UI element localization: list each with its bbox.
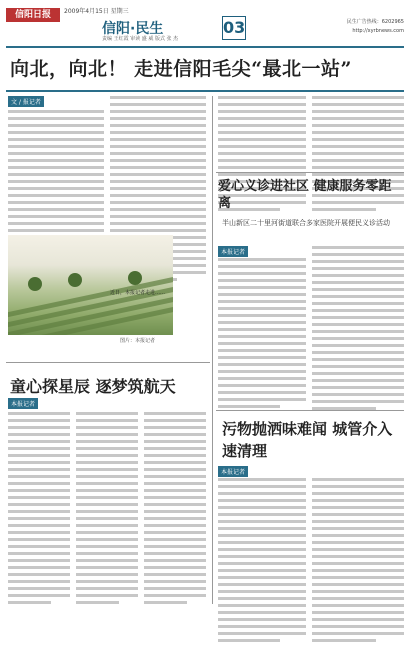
main-headline-box bbox=[6, 54, 406, 86]
photo-credit: 图片：本报记者 bbox=[120, 338, 156, 344]
bottom-right-story-title[interactable]: 污物抛洒味难闻 城管介入速清理 bbox=[222, 420, 393, 460]
tea-garden-photo bbox=[8, 235, 173, 335]
story-divider-right-bottom bbox=[216, 410, 404, 411]
bottom-right-author-tag: 本报记者 bbox=[218, 466, 248, 477]
editors-line: 责编 王红霞 审读 盛 威 版式 张 杰 bbox=[102, 36, 179, 42]
right-story-subtitle: 半山新区二十里河街道联合多家医院开展便民义诊活动 bbox=[222, 219, 390, 227]
bottom-right-column-2 bbox=[312, 478, 404, 646]
main-headline[interactable]: 向北，向北！ 走进信阳毛尖“最北一站” bbox=[10, 58, 352, 80]
newspaper-logo: 信阳日报 bbox=[6, 8, 60, 22]
right-story-column-1 bbox=[218, 258, 306, 412]
photo-caption: 近日，本报记者走进…… bbox=[110, 290, 166, 296]
story-divider-left-bottom bbox=[6, 362, 210, 363]
right-story-column-2 bbox=[312, 246, 404, 414]
bottom-left-column-2 bbox=[76, 412, 138, 608]
story-divider-right-top bbox=[216, 172, 404, 173]
column-divider bbox=[212, 96, 213, 604]
ad-hotline: 民生广告热线：6202965 bbox=[346, 19, 404, 25]
bottom-left-column-1 bbox=[8, 412, 70, 608]
section-title: 信阳·民生 bbox=[102, 21, 164, 37]
main-story-author-tag: 文 / 报记者 bbox=[8, 96, 44, 107]
bottom-left-author-tag: 本报记者 bbox=[8, 398, 38, 409]
issue-date: 2009年4月15日 星期三 bbox=[64, 8, 129, 15]
bottom-left-column-3 bbox=[144, 412, 206, 608]
bottom-right-column-1 bbox=[218, 478, 306, 646]
bottom-left-story-title[interactable]: 童心探星辰 逐梦筑航天 bbox=[10, 377, 176, 396]
right-story-title[interactable]: 爱心义诊进社区 健康服务零距离 bbox=[218, 179, 392, 211]
website-url[interactable]: http://xyrbnews.com bbox=[352, 28, 404, 34]
headline-rule bbox=[6, 90, 404, 92]
page-number: 03 bbox=[222, 16, 246, 40]
right-story-author-tag: 本报记者 bbox=[218, 246, 248, 257]
masthead bbox=[6, 4, 404, 48]
